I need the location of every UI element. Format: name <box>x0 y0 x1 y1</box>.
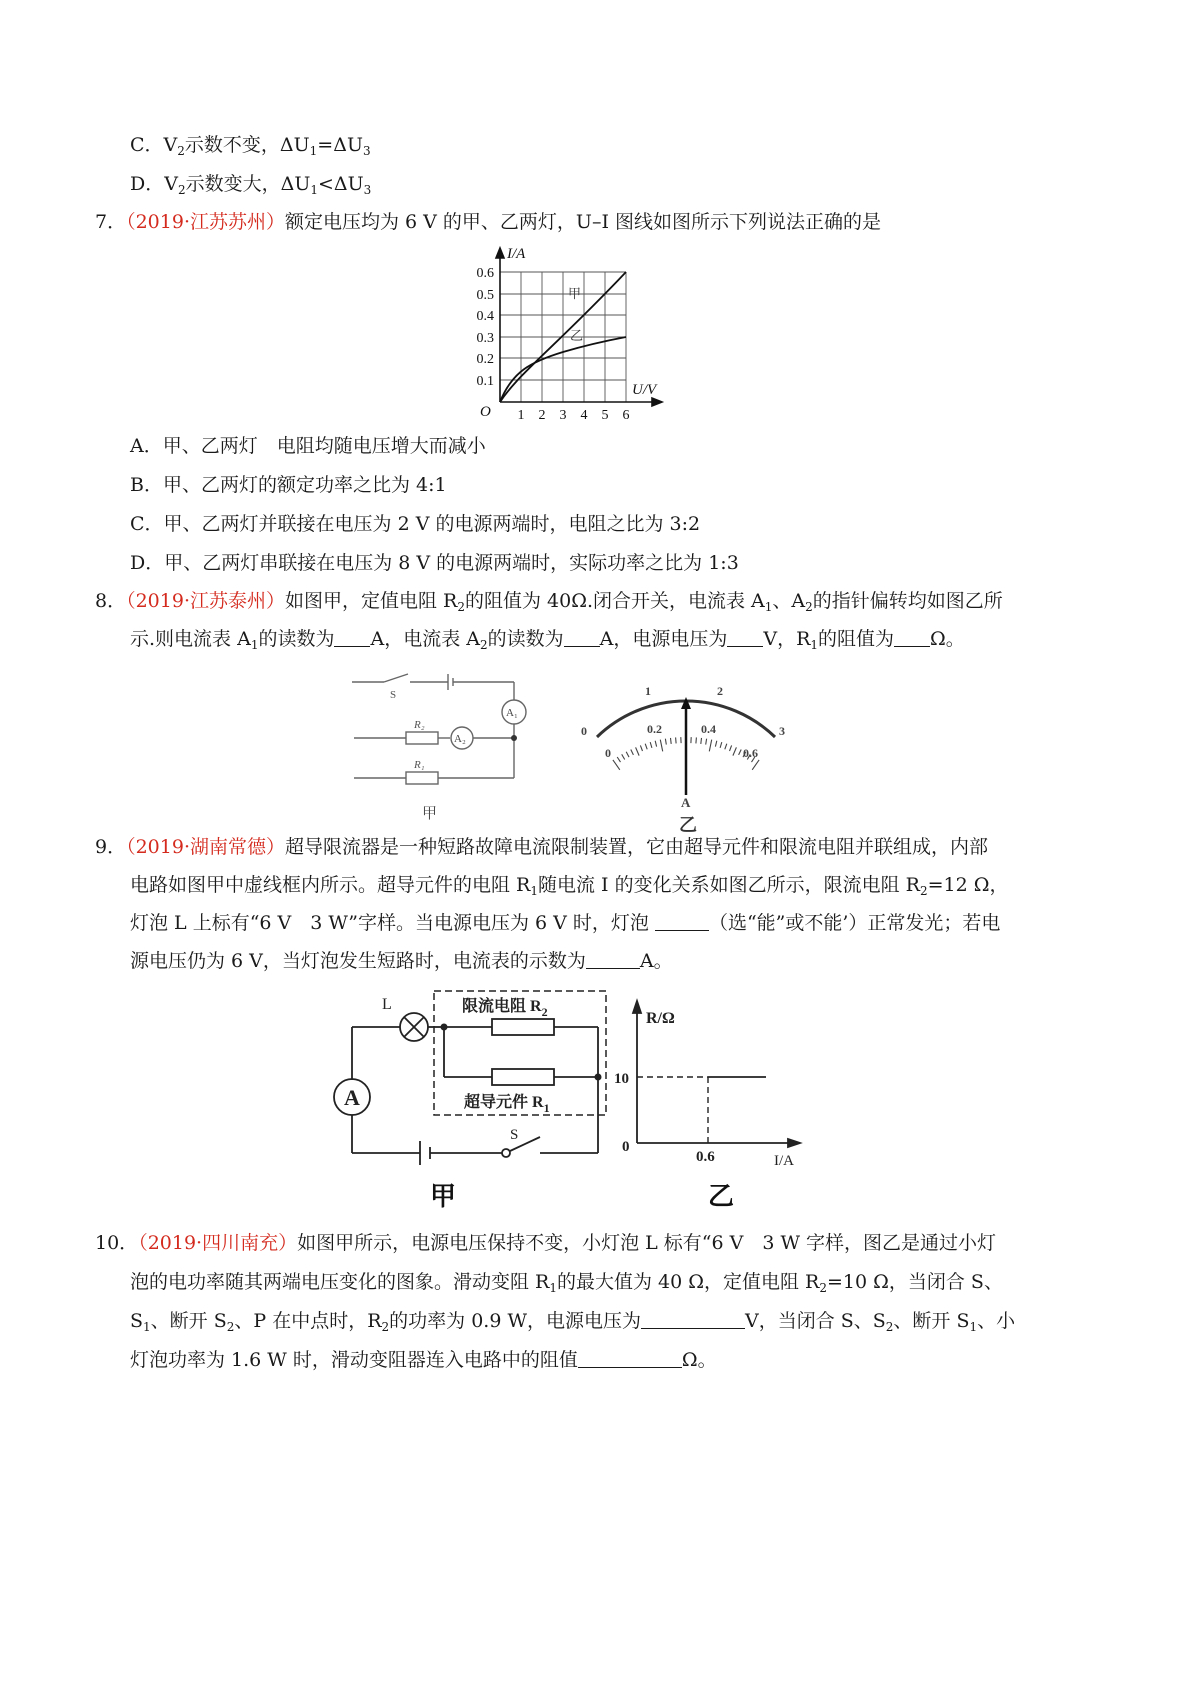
q7-option-d: D．甲、乙两灯串联接在电压为 8 V 的电源两端时，实际功率之比为 1:3 <box>130 552 739 574</box>
ammeter-label: A <box>344 1085 360 1110</box>
x-value-label: 0.6 <box>696 1149 715 1165</box>
x-tick: 6 <box>622 408 630 423</box>
q9-circuit-figure <box>322 985 622 1215</box>
dial-tick <box>626 752 629 757</box>
x-axis-label: U/V <box>632 382 657 398</box>
y-tick: 0.3 <box>476 331 494 346</box>
dial-tick <box>636 747 640 755</box>
q10-stem-line3: $S_1$、断开 $S_2$、P 在中点时，$R_2$的功率为 0.9 W，电源电压为 V，当闭合 S、$S_2$、断开 $S_1$、小 <box>130 1310 1016 1334</box>
dial-tick <box>622 754 625 759</box>
q9-stem-line4: 源电压仍为 6 V，当灯泡发生短路时，电流表的示数为 A。 <box>130 950 673 972</box>
q7-ui-graph <box>460 242 685 427</box>
origin-label: O <box>480 404 491 420</box>
x-tick: 5 <box>601 408 609 423</box>
svg-text:超导元件 R1: 超导元件 $R_1$ <box>464 1094 550 1115</box>
r2-label: 限流电阻 R <box>462 998 542 1015</box>
dial-tick <box>617 757 620 762</box>
dial-unit: A <box>681 795 691 810</box>
dial-tick <box>660 740 662 752</box>
dial-tick <box>715 741 716 747</box>
y-value-label: 10 <box>614 1071 629 1087</box>
curve-jia-label: 甲 <box>568 286 582 301</box>
dial-tick <box>733 747 737 755</box>
question-number: 8． <box>95 590 127 612</box>
y-tick: 0.5 <box>476 288 494 303</box>
x-axis-label: I/A <box>774 1153 794 1169</box>
dial-tick <box>631 750 634 755</box>
x-tick: 3 <box>559 408 567 423</box>
dial-tick <box>701 738 702 744</box>
q7-option-c: C．甲、乙两灯并联接在电压为 2 V 的电源两端时，电阻之比为 3:2 <box>130 513 701 535</box>
q8-stem-line2: 示.则电流表 $A_1$的读数为 A，电流表 $A_2$的读数为 A，电源电压为 V，$R_1$的阻值为 Ω。 <box>130 628 965 652</box>
question-number: 10． <box>95 1232 139 1254</box>
q8-ammeter-dial <box>575 675 800 835</box>
dial-tick <box>671 738 672 744</box>
outer-tick: 0 <box>581 724 587 738</box>
q9-r-i-graph <box>612 985 812 1215</box>
q10-stem-line2: 泡的电功率随其两端电压变化的图象。滑动变阻 $R_1$的最大值为 40 Ω，定值电阻 $R_2=10$ Ω，当闭合 S、 <box>130 1271 1003 1295</box>
dial-tick <box>650 742 652 748</box>
dial-tick <box>752 760 759 770</box>
answer-blank[interactable] <box>586 950 640 969</box>
inner-tick: 0 <box>605 746 611 760</box>
lamp-label: L <box>382 996 392 1013</box>
inner-tick: 0.2 <box>647 722 662 736</box>
y-axis-label: I/A <box>507 246 526 262</box>
answer-blank[interactable] <box>655 912 709 931</box>
q10-stem-line4: 灯泡功率为 1.6 W 时，滑动变阻器连入电路中的阻值 Ω。 <box>130 1349 717 1371</box>
question-source: （2019·湖南常德） <box>126 836 285 858</box>
q9-stem-line1: 9．（2019·湖南常德）超导限流器是一种短路故障电流限制装置，它由超导元件和限流电阻并联组成，内部 <box>95 836 989 858</box>
figure-caption: 甲 <box>430 1182 457 1211</box>
outer-tick: 1 <box>645 684 651 698</box>
answer-blank[interactable] <box>727 628 763 647</box>
answer-blank[interactable] <box>564 628 600 647</box>
answer-blank[interactable] <box>578 1349 682 1368</box>
y-tick: 0.1 <box>476 374 494 389</box>
switch-label: S <box>510 1127 519 1143</box>
r2-label: R₂ <box>414 719 425 731</box>
curve-yi-label: 乙 <box>570 328 584 343</box>
figure-caption: 乙 <box>708 1182 735 1211</box>
dial-tick <box>613 760 620 770</box>
q9-stem-line2: 电路如图甲中虚线框内所示。超导元件的电阻 $R_1$随电流 I 的变化关系如图乙所示，限流电阻 $R_2=12$ Ω， <box>130 874 1009 898</box>
question-source: （2019·江苏苏州） <box>126 211 285 233</box>
q8-stem-line1: 8．（2019·江苏泰州）如图甲，定值电阻 $R_2$的阻值为 40Ω.闭合开关，电流表 $A_1$、$A_2$的指针偏转均如图乙所 <box>95 590 1003 614</box>
svg-text:限流电阻 R2: 限流电阻 $R_2$ <box>462 998 548 1019</box>
dial-tick <box>640 745 642 751</box>
figure-caption: 乙 <box>679 815 697 835</box>
dial-tick <box>706 739 707 745</box>
dial-tick <box>655 741 656 747</box>
ammeter-a2-label: A₂ <box>454 733 466 745</box>
r1-label: R₁ <box>414 759 425 771</box>
outer-tick: 3 <box>779 724 785 738</box>
y-tick: 0.6 <box>476 266 494 281</box>
dial-tick <box>645 744 647 750</box>
q8-circuit-figure <box>340 668 550 828</box>
question-source: （2019·四川南充） <box>138 1232 298 1254</box>
dial-tick <box>720 742 722 748</box>
inner-tick: 0.6 <box>743 746 758 760</box>
question-source: （2019·江苏泰州） <box>126 590 285 612</box>
answer-blank[interactable] <box>334 628 370 647</box>
figure-caption: 甲 <box>422 806 438 822</box>
q6-option-c: C．$V_2$示数不变，$\Delta U_1=\Delta U_3$ <box>130 134 371 158</box>
dial-tick <box>725 744 727 750</box>
answer-blank[interactable] <box>641 1310 745 1329</box>
dial-tick <box>739 750 742 755</box>
x-tick: 2 <box>538 408 546 423</box>
q9-stem-line3: 灯泡 L 上标有“6 V 3 W”字样。当电源电压为 6 V 时，灯泡 （选“能”或不能’）正常发光；若电 <box>130 912 1001 934</box>
x-tick: 4 <box>580 408 588 423</box>
y-tick: 0.2 <box>476 352 494 367</box>
switch-label: S <box>390 689 397 701</box>
q7-option-a: A．甲、乙两灯 电阻均随电压增大而减小 <box>130 435 486 457</box>
ammeter-a1-label: A₁ <box>506 707 518 719</box>
outer-tick: 2 <box>717 684 723 698</box>
y-axis-label: R/Ω <box>646 1010 675 1027</box>
origin-label: 0 <box>622 1139 630 1155</box>
answer-blank[interactable] <box>894 628 930 647</box>
dial-tick <box>665 739 666 745</box>
dial-tick <box>730 745 732 751</box>
inner-tick: 0.4 <box>701 722 716 736</box>
question-number: 9． <box>95 836 127 858</box>
q6-option-d: D．$V_2$示数变大，$\Delta U_1<\Delta U_3$ <box>130 173 372 197</box>
q7-option-b: B．甲、乙两灯的额定功率之比为 4:1 <box>130 474 447 496</box>
y-tick: 0.4 <box>476 309 494 324</box>
q7-stem: 7．（2019·江苏苏州）额定电压均为 6 V 的甲、乙两灯，U–I 图线如图所示下列说法正确的是 <box>95 211 881 233</box>
dial-tick <box>696 737 697 743</box>
x-tick: 1 <box>517 408 525 423</box>
dial-tick <box>709 740 711 752</box>
question-number: 7． <box>95 211 127 233</box>
q10-stem-line1: 10．（2019·四川南充）如图甲所示，电源电压保持不变，小灯泡 L 标有“6 V 3 W 字样，图乙是通过小灯 <box>95 1232 997 1254</box>
r1-label: 超导元件 R <box>464 1094 544 1111</box>
dial-tick <box>676 737 677 743</box>
